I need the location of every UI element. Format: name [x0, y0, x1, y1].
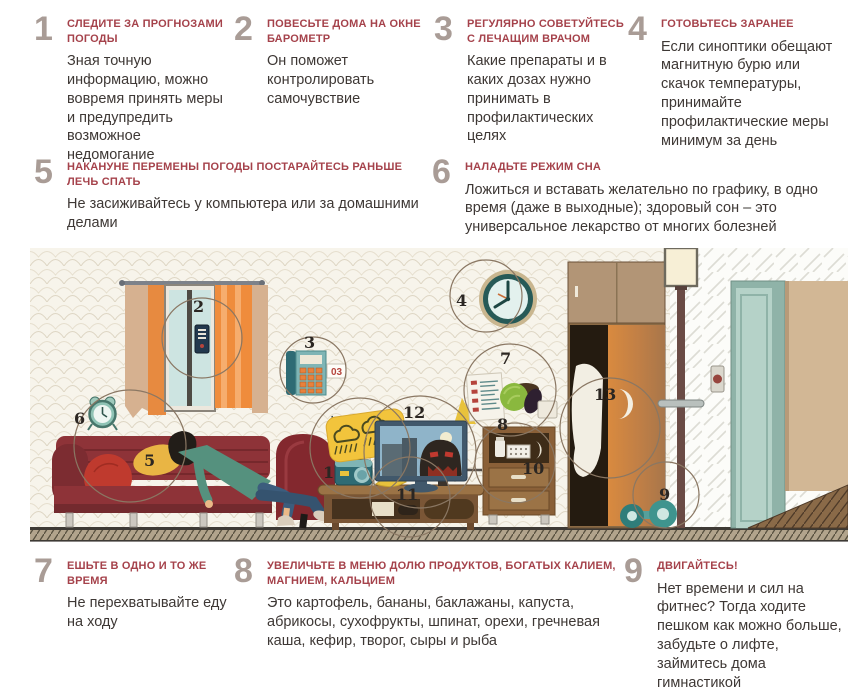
marker-2: 2: [193, 297, 205, 316]
tip-5-number: 5: [34, 153, 51, 191]
tip-2-title: ПОВЕСЬТЕ ДОМА НА ОКНЕ БАРОМЕТР: [267, 18, 421, 45]
tip-1: [34, 10, 230, 165]
tip-3-number: 3: [434, 10, 451, 48]
tip-5: [34, 153, 432, 233]
tip-8-body: Это картофель, бананы, баклажаны, капуста, абрикосы, сухофрукты, шпинат, орехи, гречневая каша, кефир, творог, сыры и рыба: [267, 595, 600, 649]
tip-9-number: 9: [624, 552, 641, 590]
wall-clock-icon: [479, 270, 537, 328]
room-scene-svg: [30, 248, 848, 545]
tip-4: [628, 10, 844, 151]
marker-6: 6: [74, 409, 86, 428]
tip-6-body: Ложиться и вставать желательно по графику, в одно время (даже в выходные); здоровый сон – это универсальное лекарство от многих болезней: [465, 181, 818, 236]
marker-8: 8: [497, 415, 509, 434]
tip-8-title: УВЕЛИЧЬТЕ В МЕНЮ ДОЛЮ ПРОДУКТОВ, БОГАТЫХ КАЛИЕМ, МАГНИЕМ, КАЛЬЦИЕМ: [267, 560, 616, 587]
tip-3-title: РЕГУЛЯРНО СОВЕТУЙТЕСЬ С ЛЕЧАЩИМ ВРАЧОМ: [467, 18, 624, 45]
tip-7-body: Не перехватывайте еду на ходу: [67, 595, 227, 630]
marker-3: 3: [304, 333, 316, 352]
floor: [30, 527, 848, 542]
entrance-door: [731, 281, 785, 528]
tip-4-body: Если синоптики обещают магнитную бурю или скачок температуры, принимайте профилактические меры минимум за день: [661, 38, 833, 149]
marker-9: 9: [659, 485, 671, 504]
marker-12: 12: [403, 403, 426, 422]
tip-5-body: Не засиживайтесь у компьютера или за домашними делами: [67, 196, 419, 231]
tip-8: [234, 552, 628, 651]
wardrobe: [568, 262, 665, 528]
tip-7: [34, 552, 232, 632]
room-illustration: [30, 248, 848, 545]
tip-1-number: 1: [34, 10, 51, 48]
tip-9-title: ДВИГАЙТЕСЬ!: [657, 560, 738, 572]
light-switch-icon: [711, 366, 724, 392]
wardrobe-door: [608, 325, 665, 526]
tip-6-title: НАЛАДЬТЕ РЕЖИМ СНА: [465, 161, 602, 173]
curtain-right: [215, 285, 252, 408]
tip-4-title: ГОТОВЬТЕСЬ ЗАРАНЕЕ: [661, 18, 794, 30]
tip-3: [434, 10, 632, 146]
tip-6: [432, 153, 846, 237]
barometer-icon: [195, 325, 209, 353]
tip-5-title: НАКАНУНЕ ПЕРЕМЕНЫ ПОГОДЫ ПОСТАРАЙТЕСЬ РАНЬШЕ ЛЕЧЬ СПАТЬ: [67, 161, 403, 188]
marker-11: 11: [396, 485, 419, 504]
marker-5: 5: [144, 451, 156, 470]
tip-2: [234, 10, 430, 109]
door-handle: [658, 400, 704, 407]
tip-7-number: 7: [34, 552, 51, 590]
tip-9-body: Нет времени и сил на фитнес? Тогда ходите пешком как можно больше, забудьте о лифте, займитесь дома гимнастикой: [657, 580, 842, 691]
tip-1-title: СЛЕДИТЕ ЗА ПРОГНОЗАМИ ПОГОДЫ: [67, 18, 223, 45]
marker-7: 7: [500, 349, 512, 368]
marker-4: 4: [456, 291, 468, 310]
menu-list-icon: [466, 373, 504, 421]
marker-13: 13: [594, 385, 617, 404]
tip-4-number: 4: [628, 10, 645, 48]
phone-sign-text: 03: [331, 367, 343, 378]
marker-1: 1: [323, 463, 335, 482]
tip-3-body: Какие препараты и в каких дозах нужно принимать в профилактических целях: [467, 53, 607, 145]
tip-8-number: 8: [234, 552, 251, 590]
marker-10: 10: [522, 459, 545, 478]
tip-6-number: 6: [432, 153, 449, 191]
alarm-clock-icon: [88, 397, 117, 430]
tip-9: [624, 552, 844, 693]
tip-2-body: Он поможет контролировать самочувствие: [267, 53, 375, 107]
tip-1-body: Зная точную информацию, можно вовремя принять меры и предупредить возможное недомогание: [67, 53, 223, 164]
tip-2-number: 2: [234, 10, 251, 48]
tip-7-title: ЕШЬТЕ В ОДНО И ТО ЖЕ ВРЕМЯ: [67, 560, 207, 587]
